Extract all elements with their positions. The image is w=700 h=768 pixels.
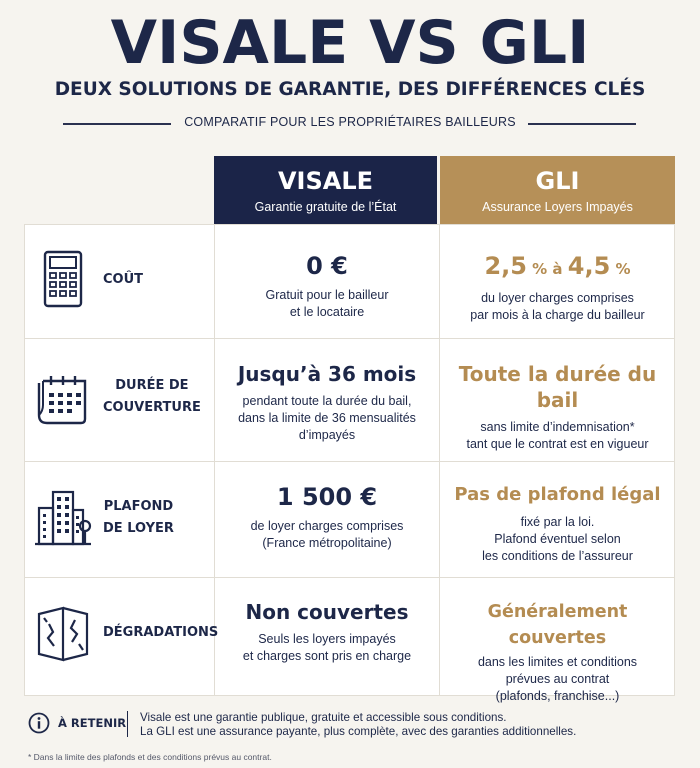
gli-desc-duration: sans limite d’indemnisation* tant que le contrat est en vigueur <box>466 420 649 451</box>
visale-desc-rent-cap: de loyer charges comprises (France métropolitaine) <box>250 519 404 550</box>
gli-cell-damage <box>440 578 675 703</box>
visale-value-rent-cap: 1 500 € <box>276 483 378 511</box>
criterion-label-rent-cap: PLAFOND DE LOYER <box>103 499 174 536</box>
criterion-label-duration: DURÉE DE COUVERTURE <box>103 378 201 415</box>
column-title-gli: GLI <box>535 167 580 195</box>
gli-value-duration: Toute la durée du bail <box>458 362 657 412</box>
column-title-visale: VISALE <box>277 167 374 195</box>
gli-desc-rent-cap: fixé par la loi. Plafond éventuel selon les conditions de l’assureur <box>482 515 633 563</box>
cracked-wall-icon <box>33 604 93 664</box>
visale-cell-damage <box>215 578 439 696</box>
gli-value-cost <box>440 251 675 284</box>
buildings-icon <box>33 488 93 548</box>
gli-value-rent-cap: Pas de plafond légal <box>454 484 661 505</box>
visale-cell-cost <box>215 225 439 338</box>
page-title: VISALE VS GLI <box>110 8 590 78</box>
visale-cell-duration <box>215 339 439 461</box>
gli-cell-rent-cap <box>440 462 675 577</box>
gli-desc-cost: du loyer charges comprises par mois à la charge du bailleur <box>470 291 645 322</box>
visale-desc-duration: pendant toute la durée du bail, dans la limite de 36 mensualités d’impayés <box>238 394 416 442</box>
page-subtitle: DEUX SOLUTIONS DE GARANTIE, DES DIFFÉRENCES CLÉS <box>54 79 646 100</box>
visale-cell-rent-cap <box>215 462 439 577</box>
criterion-cell-rent-cap <box>25 462 214 577</box>
column-header-gli <box>440 156 675 224</box>
column-subtitle-gli: Assurance Loyers Impayés <box>482 200 633 214</box>
visale-desc-damage: Seuls les loyers impayés et charges sont pris en charge <box>242 632 412 663</box>
calendar-icon <box>33 369 93 429</box>
footnote: * Dans la limite des plafonds et des conditions prévus au contrat. <box>28 752 272 762</box>
key-takeaway-separator <box>127 711 128 737</box>
visale-value-damage: Non couvertes <box>245 600 409 624</box>
visale-value-cost: 0 € <box>306 252 348 280</box>
gli-cost-min: 2,5 <box>484 252 527 280</box>
criterion-cell-cost <box>25 225 214 338</box>
key-takeaway-text: Visale est une garantie publique, gratuite et accessible sous conditions. La GLI est une assurance payante, plus complète, avec des garanties additionnelles. <box>140 711 577 738</box>
column-subtitle-visale: Garantie gratuite de l’État <box>254 200 397 214</box>
criterion-label-cost: COÛT <box>103 272 144 287</box>
gli-cell-cost <box>440 225 675 338</box>
calculator-icon <box>33 249 93 309</box>
comparison-table <box>24 224 675 703</box>
criterion-label-damage: DÉGRADATIONS <box>103 625 219 640</box>
visale-value-duration: Jusqu’à 36 mois <box>237 362 417 386</box>
key-takeaway <box>28 711 678 739</box>
gli-cost-unit-a: % à <box>526 260 568 278</box>
gli-cost-max: 4,5 <box>567 252 611 280</box>
visale-desc-cost: Gratuit pour le bailleur et le locataire <box>265 288 389 319</box>
criterion-cell-duration <box>25 339 214 461</box>
column-header-visale <box>214 156 437 224</box>
gli-cost-unit-b: % <box>610 260 631 278</box>
key-takeaway-label: À RETENIR <box>58 716 127 730</box>
tagline-row <box>0 112 700 136</box>
gli-value-damage: Généralement couvertes <box>487 602 628 648</box>
gli-desc-damage: dans les limites et conditions prévues au contrat (plafonds, franchise...) <box>477 655 638 703</box>
divider-right <box>528 123 636 125</box>
tagline: COMPARATIF POUR LES PROPRIÉTAIRES BAILLEURS <box>184 115 516 129</box>
info-icon <box>28 712 50 734</box>
criterion-cell-damage <box>25 578 219 696</box>
gli-cell-duration <box>440 339 675 461</box>
